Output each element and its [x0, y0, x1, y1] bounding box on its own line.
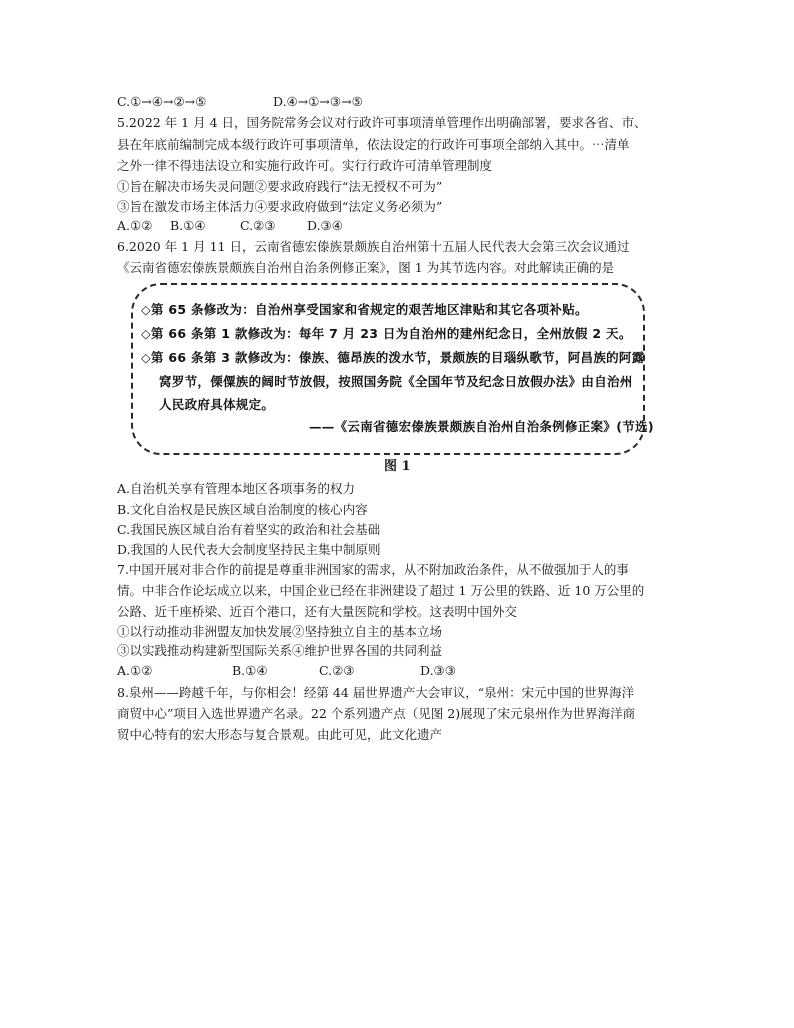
q6-option-a: A.自治机关享有管理本地区各项事务的权力	[117, 481, 356, 496]
figure-1-box	[131, 283, 654, 455]
q7-option-c: C.②③	[319, 663, 355, 678]
q6-stem-line-1: 6.2020 年 1 月 11 日，云南省德宏傣族景颇族自治州第十五届人民代表大会第三次会议通过	[117, 239, 630, 254]
q8-stem-line-2: 商贸中心”项目入选世界遗产名录。22 个系列遗产点（见图 2)展现了宋元泉州作为世界海洋商	[117, 706, 636, 721]
q7-option-d: D.③③	[420, 663, 456, 678]
figure-1-line-4: 窝罗节，傈僳族的阔时节放假，按照国务院《全国年节及纪念日放假办法》由自治州	[159, 374, 633, 389]
q5-stem-line-1: 5.2022 年 1 月 4 日，国务院常务会议对行政许可事项清单管理作出明确部署，要求各省、市、	[117, 115, 647, 130]
q8-stem-line-3: 贸中心特有的宏大形态与复合景观。由此可见，此文化遗产	[117, 727, 443, 742]
q6-option-c: C.我国民族区域自治有着坚实的政治和社会基础	[117, 522, 381, 537]
q7-stem-line-3: 公路、近千座桥梁、近百个港口，还有大量医院和学校。这表明中国外交	[117, 604, 518, 619]
q4-option-d: D.④→①→③→⑤	[273, 94, 363, 109]
q7-stem-line-2: 情。中非合作论坛成立以来，中国企业已经在非洲建设了超过 1 万公里的铁路、近 10 万公里的	[117, 583, 645, 598]
figure-1-line-2: ◇第 66 条第 1 款修改为：每年 7 月 23 日为自治州的建州纪念日，全州放假 2 天。	[141, 326, 632, 341]
q6-option-b: B.文化自治权是民族区域自治制度的核心内容	[117, 502, 368, 517]
q7-stem-line-1: 7.中国开展对非合作的前提是尊重非洲国家的需求，从不附加政治条件，从不做强加于人的事	[117, 562, 629, 577]
figure-1-line-1: ◇第 65 条修改为：自治州享受国家和省规定的艰苦地区津贴和其它各项补贴。	[141, 302, 588, 317]
q5-option-d: D.③④	[307, 218, 343, 233]
q6-option-d: D.我国的人民代表大会制度坚持民主集中制原则	[117, 542, 381, 557]
figure-1-line-5: 人民政府具体规定。	[159, 397, 275, 412]
q5-stem-line-2: 县在年底前编制完成本级行政许可事项清单，依法设定的行政许可事项全部纳入其中。⋯清单	[117, 137, 630, 152]
q5-stem-line-3: 之外一律不得违法设立和实施行政许可。实行行政许可清单管理制度	[117, 158, 493, 173]
q7-option-b: B.①④	[232, 663, 268, 678]
q5-option-c: C.②③	[240, 218, 276, 233]
figure-1-source: ——《云南省德宏傣族景颇族自治州自治条例修正案》(节选)	[309, 419, 654, 434]
q5-statement-line-1: ①旨在解决市场失灵问题②要求政府践行“法无授权不可为”	[117, 179, 443, 194]
q5-option-a: A.①②	[117, 218, 153, 233]
q7-statement-line-1: ①以行动推动非洲盟友加快发展②坚持独立自主的基本立场	[117, 624, 443, 639]
q5-option-b: B.①④	[170, 218, 206, 233]
q7-option-a: A.①②	[117, 663, 153, 678]
figure-1-line-3: ◇第 66 条第 3 款修改为：傣族、德昂族的泼水节，景颇族的目瑙纵歌节，阿昌族的阿露	[141, 350, 645, 365]
q8-stem-line-1: 8.泉州——跨越千年，与你相会！经第 44 届世界遗产大会审议，“泉州：宋元中国的世界海洋	[117, 685, 635, 700]
q4-option-c: C.①→④→②→⑤	[117, 94, 207, 109]
q5-statement-line-2: ③旨在激发市场主体活力④要求政府做到“法定义务必须为”	[117, 199, 443, 214]
figure-1-caption: 图 1	[384, 459, 411, 474]
q7-statement-line-2: ③以实践推动构建新型国际关系④维护世界各国的共同利益	[117, 643, 443, 658]
q6-stem-line-2: 《云南省德宏傣族景颇族自治州自治条例修正案》，图 1 为其节选内容。对此解读正确的是	[117, 260, 615, 275]
